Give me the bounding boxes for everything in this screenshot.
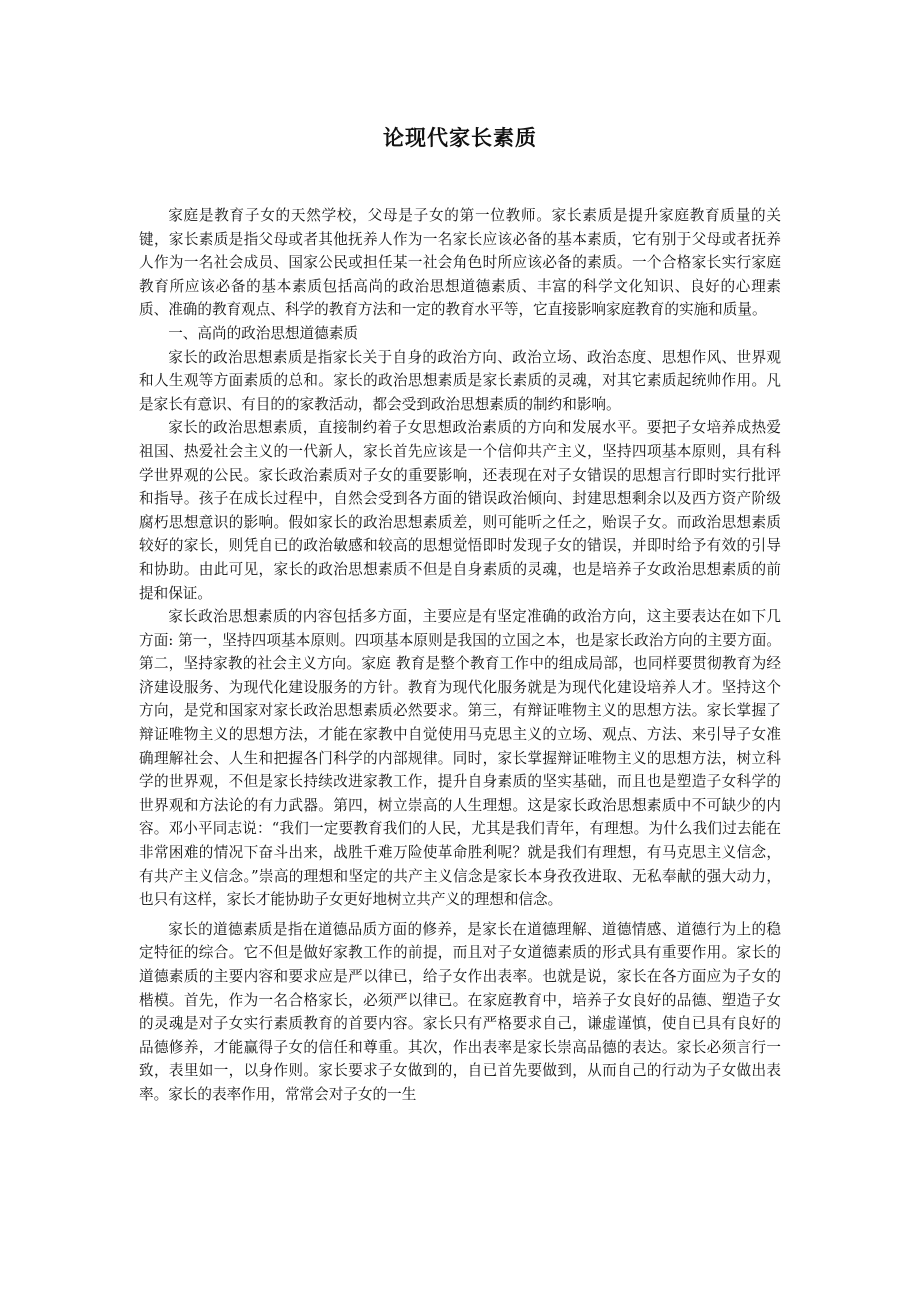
body-paragraph: 家长政治思想素质的内容包括多方面，主要应是有坚定准确的政治方向，这主要表达在如下几方面: 第一，坚持四项基本原则。四项基本原则是我国的立国之本，也是家长政治方向的主要方面。第二，坚持家教的社会主义方向。家庭 教育是整个教育工作中的组成局部，也同样要贯彻教育为经济建设服务、为现代化建设服务的方针。教育为现代化服务就是为现代化建设培养人才。坚持这个方向，是党和国家对家长政治思想素质必然要求。第三，有辩证唯物主义的思想方法。家长掌握了辩证唯物主义的思想方法，才能在家教中自觉使用马克思主义的立场、观点、方法、来引导子女准确理解社会、人生和把握各门科学的内部规律。同时，家长掌握辩证唯物主义的思想方法，树立科学的世界观，不但是家长持续改进家教工作，提升自身素质的坚实基础，而且也是塑造子女科学的世界观和方法论的有力武器。第四，树立崇高的人生理想。这是家长政治思想素质中不可缺少的内容。邓小平同志说：“我们一定要教育我们的人民，尤其是我们青年，有理想。为什么我们过去能在非常困难的情况下奋斗出来，战胜千难万险使革命胜利呢？就是我们有理想，有马克思主义信念，有共产主义信念。”崇高的理想和坚定的共产主义信念是家长本身孜孜进取、无私奉献的强大动力，也只有这样，家长才能协助子女更好地树立共产义的理想和信念。 — [139, 608, 781, 909]
intro-paragraph: 家庭是教育子女的天然学校，父母是子女的第一位教师。家长素质是提升家庭教育质量的关键，家长素质是指父母或者其他抚养人作为一名家长应该必备的基本素质，它有别于父母或者抚养人作为一名社会成员、国家公民或担任某一社会角色时所应该必备的素质。一个合格家长实行家庭教育所应该必备的基本素质包括高尚的政治思想道德素质、丰富的科学文化知识、良好的心理素质、准确的教育观点、科学的教育方法和一定的教育水平等，它直接影响家庭教育的实施和质量。 — [139, 207, 781, 319]
body-paragraph: 家长的政治思想素质是指家长关于自身的政治方向、政治立场、政治态度、思想作风、世界观和人生观等方面素质的总和。家长的政治思想素质是家长素质的灵魂，对其它素质起统帅作用。凡是家长有意识、有目的的家教活动，都会受到政治思想素质的制约和影响。 — [139, 348, 781, 413]
section-heading: 一、高尚的政治思想道德素质 — [168, 324, 358, 342]
body-paragraph: 家长的道德素质是指在道德品质方面的修养，是家长在道德理解、道德情感、道德行为上的稳定特征的综合。它不但是做好家教工作的前提，而且对子女道德素质的形式具有重要作用。家长的道德素质的主要内容和要求应是严以律已，给子女作出表率。也就是说，家长在各方面应为子女的楷模。首先，作为一名合格家长，必须严以律已。在家庭教育中，培养子女良好的品德、塑造子女的灵魂是对子女实行素质教育的首要内容。家长只有严格要求自己，谦虚谨慎，使自已具有良好的品德修养，才能赢得子女的信任和尊重。其次，作出表率是家长崇高品德的表达。家长必须言行一致，表里如一，以身作则。家长要求子女做到的，自已首先要做到，从而自己的行动为子女做出表率。家长的表率作用，常常会对子女的一生 — [139, 920, 781, 1103]
body-paragraph: 家长的政治思想素质，直接制约着子女思想政治素质的方向和发展水平。要把子女培养成热爱祖国、热爱社会主义的一代新人，家长首先应该是一个信仰共产主义，坚持四项基本原则，具有科学世界观的公民。家长政治素质对子女的重要影响，还表现在对子女错误的思想言行即时实行批评和指导。孩子在成长过程中，自然会受到各方面的错误政治倾向、封建思想剩余以及西方资产阶级腐朽思想意识的影响。假如家长的政治思想素质差，则可能听之任之，贻误子女。而政治思想素质较好的家长，则凭自已的政治敏感和较高的思想觉悟即时发现子女的错误，并即时给予有效的引导和协助。由此可见，家长的政治思想素质不但是自身素质的灵魂，也是培养子女政治思想素质的前提和保证。 — [139, 419, 781, 602]
document-title: 论现代家长素质 — [383, 125, 537, 150]
document-body — [139, 204, 781, 1107]
